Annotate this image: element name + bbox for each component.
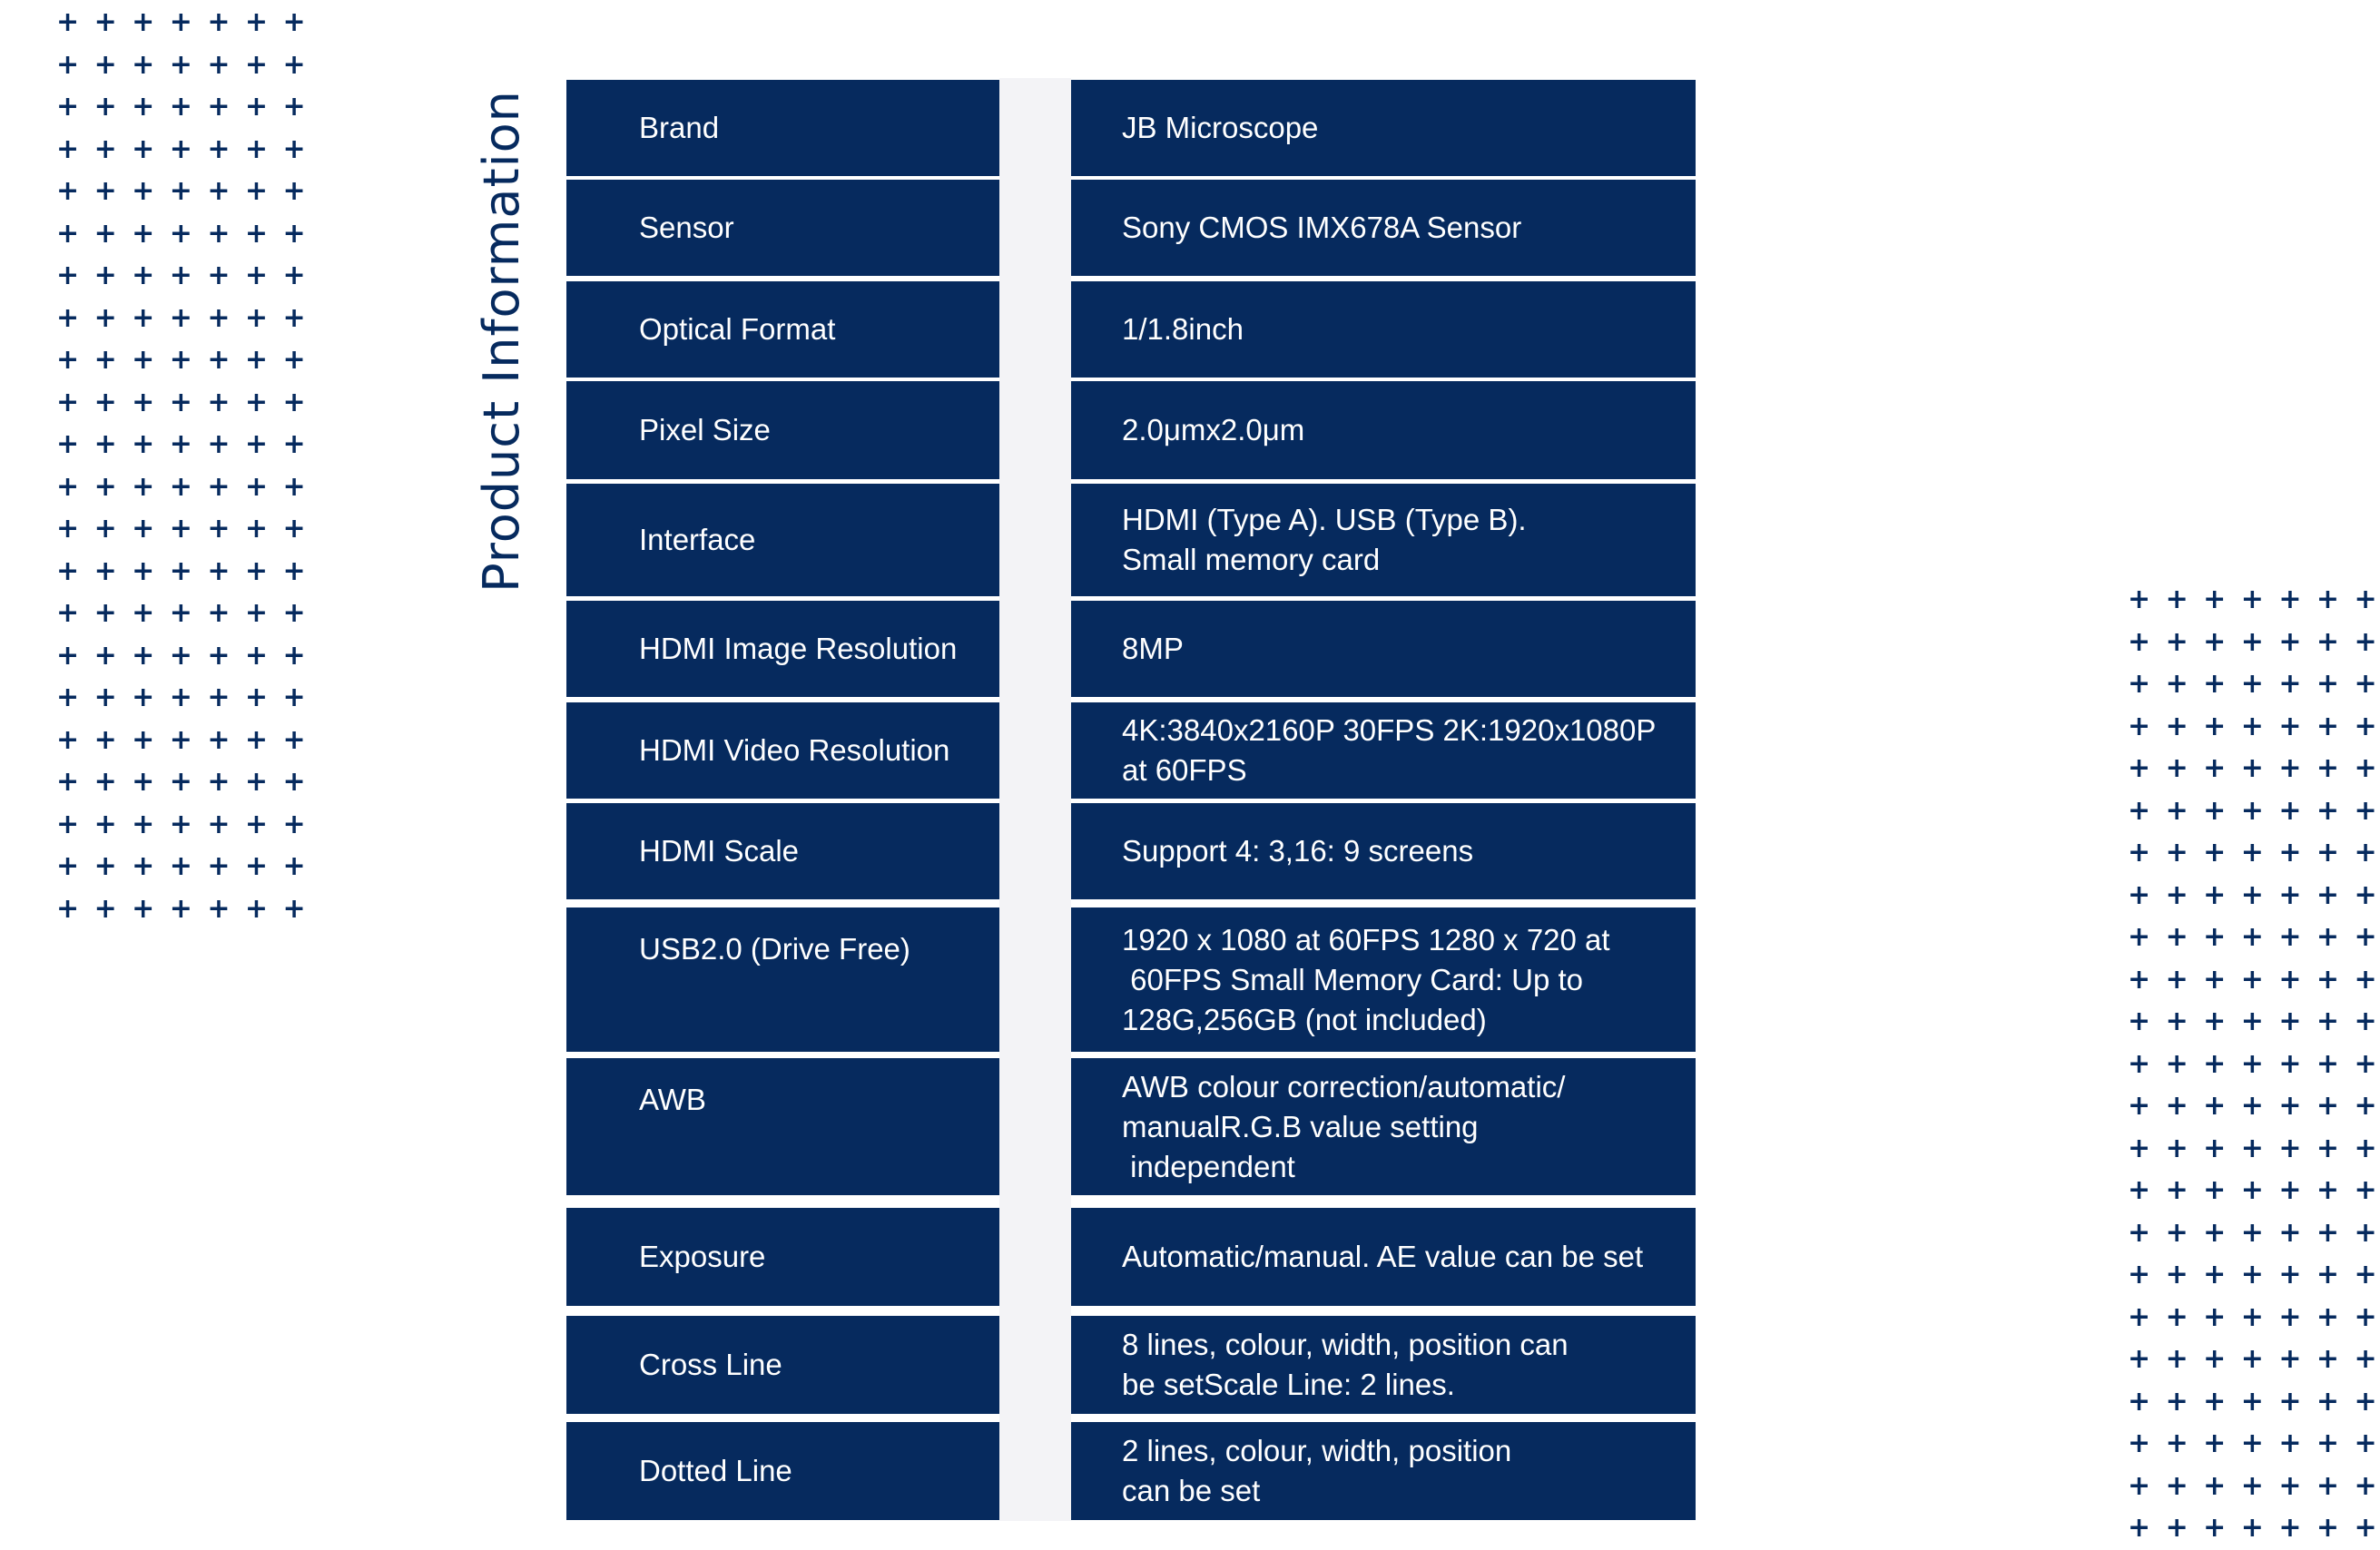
spec-value-line: AWB colour correction/automatic/ — [1122, 1069, 1566, 1104]
spec-value-line: 2 lines, colour, width, position — [1122, 1434, 1512, 1467]
spec-label — [566, 1316, 999, 1414]
spec-value-line: can be set — [1122, 1474, 1261, 1507]
spec-value-line: 1/1.8inch — [1122, 312, 1244, 346]
spec-label — [566, 180, 999, 276]
spec-label-text: Sensor — [639, 211, 734, 244]
spec-label — [566, 484, 999, 596]
spec-label — [566, 80, 999, 176]
spec-value-line: 60FPS Small Memory Card: Up to — [1122, 962, 1583, 996]
spec-value — [1071, 1208, 1696, 1306]
spec-value-line: Small memory card — [1122, 543, 1381, 576]
spec-label-text: Pixel Size — [639, 413, 771, 446]
plus-pattern-left: + + + + + + + + + + + + + + + + + + + + + + + + + + + + + + + + + + + + + + + + + + + + + + + + + + + + + + + + + + + + + + + + + + + + + + + + + + + + + + + + + + + + + + + + + + + + + + + + + + + + + + + + + + + + + + + + + + + + + + + + + + + + + + + + + + + + + + + + + + + + + + + + + + + + + + + + + + — [56, 6, 309, 925]
spec-value — [1071, 1422, 1696, 1520]
page-title: Product Information — [473, 90, 530, 593]
spec-label-text: Optical Format — [639, 312, 836, 346]
spec-label-text: AWB — [639, 1083, 706, 1116]
spec-value-line: Sony CMOS IMX678A Sensor — [1122, 211, 1522, 244]
spec-value-line: Support 4: 3,16: 9 screens — [1122, 834, 1474, 868]
spec-value-line: HDMI (Type A). USB (Type B). — [1122, 503, 1527, 536]
spec-label-text: HDMI Scale — [639, 834, 800, 868]
spec-value — [1071, 180, 1696, 276]
spec-label — [566, 1422, 999, 1520]
spec-value — [1071, 1058, 1696, 1195]
spec-value — [1071, 907, 1696, 1052]
spec-label — [566, 381, 999, 479]
spec-label — [566, 702, 999, 799]
spec-value-line: 8MP — [1122, 632, 1184, 665]
spec-label-text: HDMI Image Resolution — [639, 632, 958, 665]
spec-label-text: USB2.0 (Drive Free) — [639, 932, 910, 966]
spec-label-text: Interface — [639, 523, 756, 556]
spec-value-line: at 60FPS — [1122, 753, 1247, 787]
spec-value — [1071, 702, 1696, 799]
spec-value — [1071, 484, 1696, 596]
spec-label-text: Brand — [639, 111, 720, 144]
spec-label — [566, 803, 999, 899]
column-divider — [999, 78, 1071, 1521]
spec-label-text: Exposure — [639, 1240, 766, 1273]
spec-label-text: Cross Line — [639, 1348, 782, 1381]
spec-value-line: 8 lines, colour, width, position can — [1122, 1328, 1569, 1361]
spec-value-line: 128G,256GB (not included) — [1122, 1002, 1487, 1036]
spec-value-line: 1920 x 1080 at 60FPS 1280 x 720 at — [1122, 922, 1610, 956]
spec-value — [1071, 803, 1696, 899]
spec-value-line: JB Microscope — [1122, 111, 1319, 144]
spec-value-line: be setScale Line: 2 lines. — [1122, 1368, 1455, 1401]
spec-value-line: Automatic/manual. AE value can be set — [1122, 1240, 1644, 1273]
spec-value — [1071, 1316, 1696, 1414]
spec-value-line: independent — [1122, 1149, 1295, 1183]
spec-label — [566, 907, 999, 1052]
spec-label — [566, 601, 999, 697]
spec-value — [1071, 601, 1696, 697]
spec-value-line: 2.0μmx2.0μm — [1122, 413, 1305, 446]
spec-label-text: Dotted Line — [639, 1454, 792, 1487]
spec-value-line: 4K:3840x2160P 30FPS 2K:1920x1080P — [1122, 713, 1657, 747]
spec-value-line: manualR.G.B value setting — [1122, 1109, 1479, 1143]
spec-value — [1071, 281, 1696, 378]
spec-label-text: HDMI Video Resolution — [639, 733, 950, 767]
spec-label — [566, 281, 999, 378]
spec-label — [566, 1208, 999, 1306]
spec-value — [1071, 381, 1696, 479]
spec-label — [566, 1058, 999, 1195]
spec-value — [1071, 80, 1696, 176]
plus-pattern-right: + + + + + + + + + + + + + + + + + + + + + + + + + + + + + + + + + + + + + + + + + + + + + + + + + + + + + + + + + + + + + + + + + + + + + + + + + + + + + + + + + + + + + + + + + + + + + + + + + + + + + + + + + + + + + + + + + + + + + + + + + + + + + + + + + + + + + + + + + + + + + + + + + + + + + + + + + + + + + + + + + — [2128, 584, 2380, 1544]
